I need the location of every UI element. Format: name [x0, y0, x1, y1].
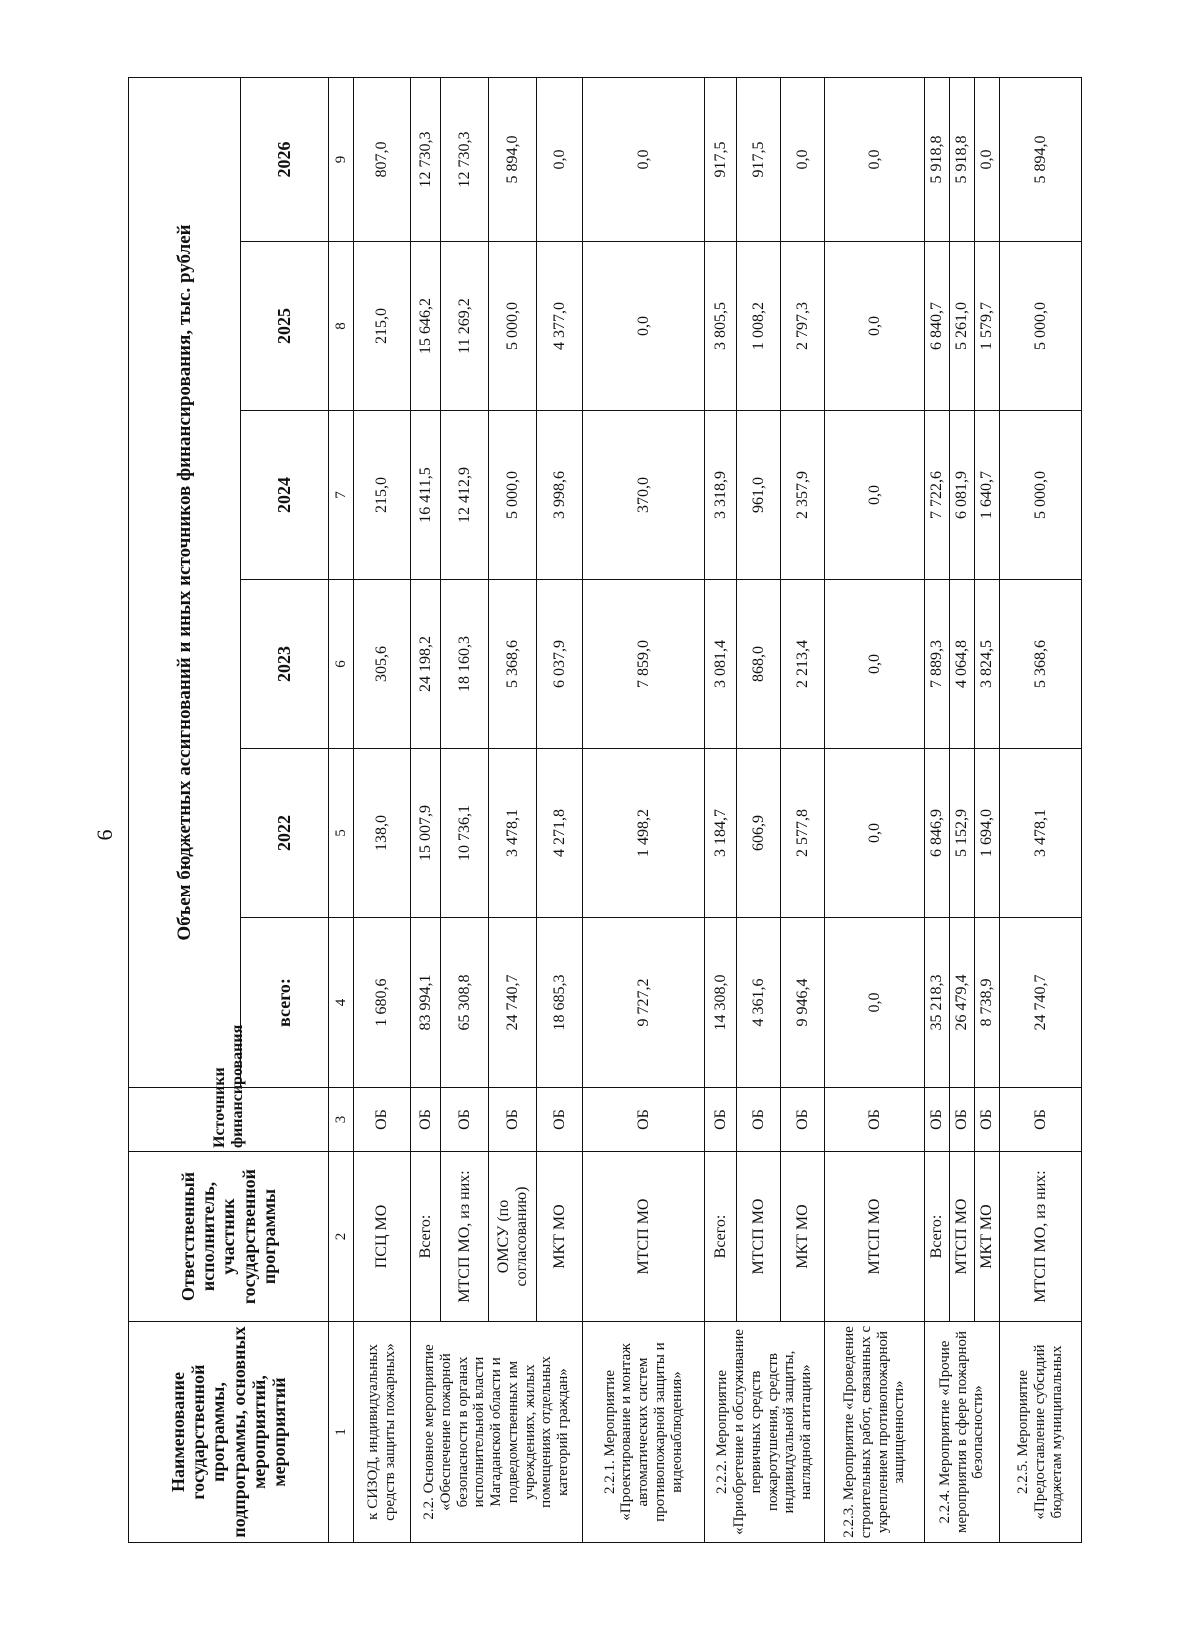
row-source: ОБ — [950, 1088, 975, 1152]
row-value: 15 646,2 — [411, 242, 441, 411]
row-value: 2 797,3 — [781, 242, 825, 411]
header-year-2022: 2022 — [241, 749, 329, 918]
row-value: 24 198,2 — [411, 580, 441, 749]
row-value: 6 037,9 — [537, 580, 583, 749]
row-value: 4 271,8 — [537, 749, 583, 918]
row-executor: МКТ МО — [975, 1152, 1000, 1322]
row-value: 10 736,1 — [441, 749, 489, 918]
row-value: 3 998,6 — [537, 411, 583, 580]
column-number: 1 — [329, 1322, 354, 1543]
row-value: 5 000,0 — [489, 242, 537, 411]
row-value: 0,0 — [825, 749, 925, 918]
table-row — [825, 78, 925, 1543]
row-value: 0,0 — [825, 242, 925, 411]
row-value: 215,0 — [354, 411, 411, 580]
row-value: 370,0 — [583, 411, 705, 580]
row-value: 1 680,6 — [354, 918, 411, 1088]
table-row — [411, 78, 441, 1543]
row-value: 9 727,2 — [583, 918, 705, 1088]
row-value: 961,0 — [737, 411, 781, 580]
row-value: 1 694,0 — [975, 749, 1000, 918]
row-value: 0,0 — [825, 411, 925, 580]
row-value: 5 000,0 — [1000, 411, 1082, 580]
column-number: 2 — [329, 1152, 354, 1322]
header-executor: Ответственный исполнитель, участник государственной программы — [129, 1152, 329, 1322]
header-year-total: всего: — [241, 918, 329, 1088]
row-source: ОБ — [411, 1088, 441, 1152]
row-executor: МКТ МО — [781, 1152, 825, 1322]
row-name: к СИЗОД, индивидуальных средств защиты пожарных» — [354, 1322, 411, 1543]
header-volume: Объем бюджетных ассигнований и иных источников финансирования, тыс. рублей — [129, 78, 241, 1088]
row-value: 18 685,3 — [537, 918, 583, 1088]
row-executor: МТСП МО — [825, 1152, 925, 1322]
table-row — [583, 78, 705, 1543]
row-executor: ПСЦ МО — [354, 1152, 411, 1322]
row-value: 3 081,4 — [705, 580, 737, 749]
row-value: 0,0 — [825, 580, 925, 749]
row-value: 5 368,6 — [1000, 580, 1082, 749]
row-value: 7 722,6 — [925, 411, 950, 580]
row-name: 2.2.5. Мероприятие «Предоставление субсидий бюджетам муниципальных — [1000, 1322, 1082, 1543]
column-number: 7 — [329, 411, 354, 580]
row-source: ОБ — [781, 1088, 825, 1152]
row-name: 2.2.1. Мероприятие «Проектирование и монтаж автоматических систем противопожарной защиты и видеонаблюдения» — [583, 1322, 705, 1543]
row-value: 2 357,9 — [781, 411, 825, 580]
row-source: ОБ — [354, 1088, 411, 1152]
row-value: 12 730,3 — [441, 78, 489, 242]
row-value: 917,5 — [737, 78, 781, 242]
column-number: 8 — [329, 242, 354, 411]
row-value: 0,0 — [583, 242, 705, 411]
row-value: 1 579,7 — [975, 242, 1000, 411]
row-executor: Всего: — [411, 1152, 441, 1322]
row-value: 3 318,9 — [705, 411, 737, 580]
row-name: 2.2.3. Мероприятие «Проведение строительных работ, связанных с укреплением противопожарной защищенности» — [825, 1322, 925, 1543]
column-number: 9 — [329, 78, 354, 242]
row-value: 5 894,0 — [1000, 78, 1082, 242]
row-value: 917,5 — [705, 78, 737, 242]
row-value: 0,0 — [537, 78, 583, 242]
row-value: 5 000,0 — [489, 411, 537, 580]
row-source: ОБ — [537, 1088, 583, 1152]
row-name: 2.2.2. Мероприятие «Приобретение и обслуживание первичных средств пожаротушения, средств индивидуальной защиты, наглядной агитации» — [705, 1322, 825, 1543]
rotated-table-wrapper — [128, 78, 1065, 1543]
row-value: 5 261,0 — [950, 242, 975, 411]
column-number: 4 — [329, 918, 354, 1088]
row-value: 3 824,5 — [975, 580, 1000, 749]
row-value: 6 846,9 — [925, 749, 950, 918]
row-value: 5 918,8 — [950, 78, 975, 242]
row-executor: МКТ МО — [537, 1152, 583, 1322]
row-value: 24 740,7 — [1000, 918, 1082, 1088]
row-value: 3 478,1 — [1000, 749, 1082, 918]
row-value: 5 368,6 — [489, 580, 537, 749]
row-executor: Всего: — [925, 1152, 950, 1322]
row-value: 5 894,0 — [489, 78, 537, 242]
row-value: 9 946,4 — [781, 918, 825, 1088]
header-funding-source: Источники финансирования — [129, 1088, 329, 1152]
table-row — [1000, 78, 1082, 1543]
row-value: 15 007,9 — [411, 749, 441, 918]
row-value: 138,0 — [354, 749, 411, 918]
row-value: 2 577,8 — [781, 749, 825, 918]
page-number: 6 — [92, 829, 117, 841]
row-source: ОБ — [583, 1088, 705, 1152]
row-source: ОБ — [975, 1088, 1000, 1152]
header-program-name: Наименование государственной программы, подпрограммы, основных мероприятий, мероприятий — [129, 1322, 329, 1543]
column-number: 5 — [329, 749, 354, 918]
row-source: ОБ — [925, 1088, 950, 1152]
row-name: 2.2.4. Мероприятие «Прочие мероприятия в сфере пожарной безопасности» — [925, 1322, 1000, 1543]
column-number: 3 — [329, 1088, 354, 1152]
table-row — [354, 78, 411, 1543]
row-value: 4 064,8 — [950, 580, 975, 749]
row-value: 606,9 — [737, 749, 781, 918]
row-value: 6 081,9 — [950, 411, 975, 580]
column-number: 6 — [329, 580, 354, 749]
row-value: 24 740,7 — [489, 918, 537, 1088]
row-source: ОБ — [825, 1088, 925, 1152]
row-value: 5 918,8 — [925, 78, 950, 242]
row-value: 3 478,1 — [489, 749, 537, 918]
row-value: 12 412,9 — [441, 411, 489, 580]
row-value: 0,0 — [825, 78, 925, 242]
row-value: 868,0 — [737, 580, 781, 749]
row-value: 16 411,5 — [411, 411, 441, 580]
row-value: 1 640,7 — [975, 411, 1000, 580]
row-source: ОБ — [1000, 1088, 1082, 1152]
row-value: 11 269,2 — [441, 242, 489, 411]
row-value: 305,6 — [354, 580, 411, 749]
row-value: 83 994,1 — [411, 918, 441, 1088]
header-year-2024: 2024 — [241, 411, 329, 580]
row-value: 4 361,6 — [737, 918, 781, 1088]
row-name: 2.2. Основное мероприятие «Обеспечение пожарной безопасности в органах исполнительной власти Магаданской области и подведомственных им учреждениях, жилых помещениях отдельных категорий граждан» — [411, 1322, 583, 1543]
header-year-2025: 2025 — [241, 242, 329, 411]
row-value: 35 218,3 — [925, 918, 950, 1088]
row-value: 0,0 — [825, 918, 925, 1088]
row-value: 26 479,4 — [950, 918, 975, 1088]
row-value: 1 008,2 — [737, 242, 781, 411]
row-value: 1 498,2 — [583, 749, 705, 918]
row-executor: МТСП МО — [737, 1152, 781, 1322]
row-value: 7 889,3 — [925, 580, 950, 749]
row-executor: ОМСУ (по согласованию) — [489, 1152, 537, 1322]
row-source: ОБ — [737, 1088, 781, 1152]
row-value: 5 152,9 — [950, 749, 975, 918]
row-executor: Всего: — [705, 1152, 737, 1322]
row-value: 0,0 — [975, 78, 1000, 242]
row-value: 215,0 — [354, 242, 411, 411]
row-value: 2 213,4 — [781, 580, 825, 749]
row-value: 14 308,0 — [705, 918, 737, 1088]
row-value: 18 160,3 — [441, 580, 489, 749]
row-executor: МТСП МО — [950, 1152, 975, 1322]
row-value: 807,0 — [354, 78, 411, 242]
header-year-2026: 2026 — [241, 78, 329, 242]
row-value: 12 730,3 — [411, 78, 441, 242]
row-value: 0,0 — [583, 78, 705, 242]
row-value: 8 738,9 — [975, 918, 1000, 1088]
table-row — [925, 78, 950, 1543]
table-row — [705, 78, 737, 1543]
row-value: 6 840,7 — [925, 242, 950, 411]
row-source: ОБ — [441, 1088, 489, 1152]
row-value: 3 805,5 — [705, 242, 737, 411]
row-value: 3 184,7 — [705, 749, 737, 918]
row-executor: МТСП МО — [583, 1152, 705, 1322]
financing-table — [128, 77, 1082, 1543]
row-executor: МТСП МО, из них: — [441, 1152, 489, 1322]
row-executor: МТСП МО, из них: — [1000, 1152, 1082, 1322]
row-source: ОБ — [489, 1088, 537, 1152]
row-value: 5 000,0 — [1000, 242, 1082, 411]
row-source: ОБ — [705, 1088, 737, 1152]
row-value: 0,0 — [781, 78, 825, 242]
row-value: 65 308,8 — [441, 918, 489, 1088]
row-value: 7 859,0 — [583, 580, 705, 749]
row-value: 4 377,0 — [537, 242, 583, 411]
header-year-2023: 2023 — [241, 580, 329, 749]
